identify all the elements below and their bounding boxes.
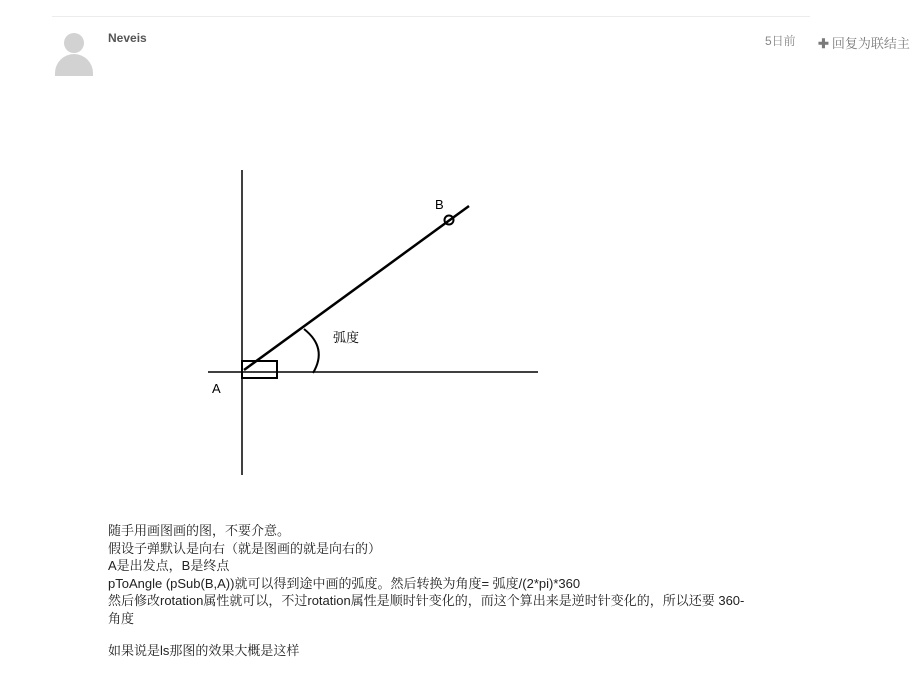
text-line: 随手用画图画的图，不要介意。 <box>108 523 291 538</box>
username[interactable]: Neveis <box>108 31 147 45</box>
angle-arc <box>304 329 319 373</box>
user-avatar[interactable] <box>53 30 95 76</box>
text-line: 然后修改rotation属性就可以，不过rotation属性是顺时针变化的，而这个算出来是逆时针变化的，所以还要 360- <box>108 593 745 608</box>
angle-diagram <box>200 160 550 490</box>
final-text-line: 如果说是ls那图的效果大概是这样 <box>108 643 300 658</box>
text-line: pToAngle (pSub(B,A))就可以得到途中画的弧度。然后转换为角度= 弧度/(2*pi)*360 <box>108 575 581 591</box>
text-line: 角度 <box>108 610 135 626</box>
post-timestamp: 5日前 <box>765 34 796 48</box>
reply-button[interactable] <box>818 33 910 52</box>
direction-line <box>244 206 469 370</box>
plus-icon: ✚ <box>818 36 829 51</box>
point-a-marker <box>242 361 277 378</box>
label-b: B <box>435 197 444 212</box>
avatar-head-shape <box>64 33 84 53</box>
reply-label: 回复为联结主 <box>831 36 910 51</box>
label-angle: 弧度 <box>333 330 360 345</box>
label-a: A <box>212 381 221 396</box>
post-body <box>108 522 808 660</box>
paragraph-gap <box>108 627 808 642</box>
top-divider <box>52 16 810 17</box>
avatar-body-shape <box>55 54 93 76</box>
text-line: 假设子弹默认是向右（就是图画的就是向右的） <box>108 540 382 556</box>
text-line: A是出发点，B是终点 <box>108 558 230 573</box>
